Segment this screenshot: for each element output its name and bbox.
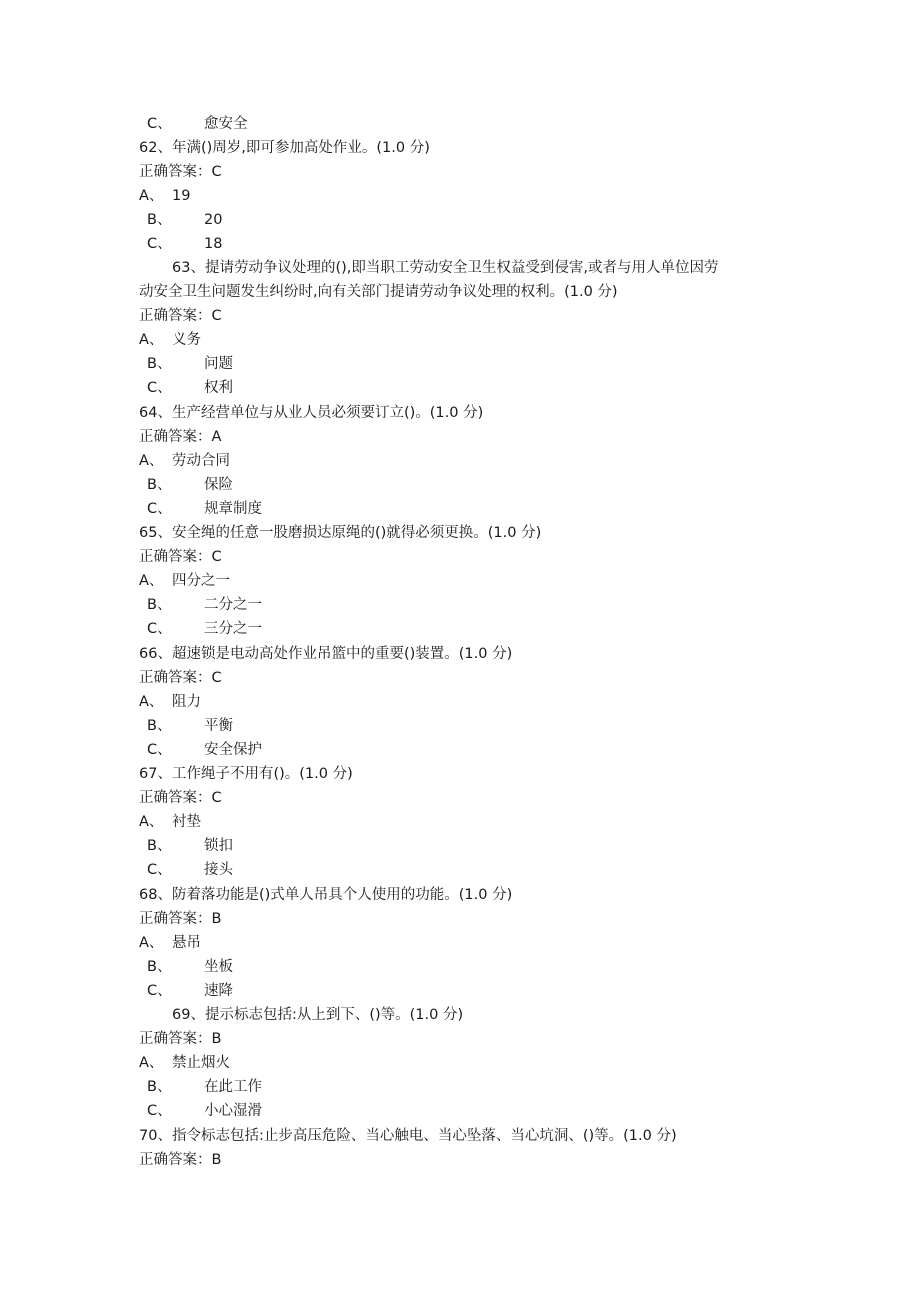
option-text: 衬垫 — [172, 814, 201, 830]
option-text: 18 — [204, 236, 223, 252]
option-label: A、 — [139, 814, 164, 830]
option-label: B、 — [147, 838, 172, 854]
question-67: 67、工作绳子不用有()。(1.0 分) — [139, 766, 353, 782]
option-label: C、 — [147, 380, 172, 396]
answer-67: 正确答案：C — [139, 790, 222, 806]
question-70: 70、指令标志包括:止步高压危险、当心触电、当心坠落、当心坑洞、()等。(1.0 分) — [139, 1128, 677, 1144]
option-text: 保险 — [204, 477, 233, 493]
question-63-line2: 动安全卫生问题发生纠纷时,向有关部门提请劳动争议处理的权利。(1.0 分) — [139, 284, 618, 300]
answer-63: 正确答案：C — [139, 308, 222, 324]
option-label: C、 — [147, 236, 172, 252]
option-text: 二分之一 — [204, 597, 262, 613]
option-text: 安全保护 — [204, 742, 262, 758]
question-63-line1: 63、提请劳动争议处理的(),即当职工劳动安全卫生权益受到侵害,或者与用人单位因劳 — [172, 260, 719, 276]
answer-66: 正确答案：C — [139, 670, 222, 686]
option-text: 小心湿滑 — [204, 1103, 262, 1119]
option-label: B、 — [147, 718, 172, 734]
option-text: 愈安全 — [204, 116, 248, 132]
question-69: 69、提示标志包括:从上到下、()等。(1.0 分) — [172, 1007, 464, 1023]
option-text: 速降 — [204, 983, 233, 999]
answer-64: 正确答案：A — [139, 429, 222, 445]
option-label: B、 — [147, 212, 172, 228]
option-text: 19 — [172, 188, 191, 204]
option-label: A、 — [139, 935, 164, 951]
option-label: C、 — [147, 116, 172, 132]
option-label: B、 — [147, 477, 172, 493]
option-text: 阻力 — [172, 694, 201, 710]
option-label: C、 — [147, 983, 172, 999]
option-label: B、 — [147, 959, 172, 975]
option-label: A、 — [139, 573, 164, 589]
question-62: 62、年满()周岁,即可参加高处作业。(1.0 分) — [139, 140, 430, 156]
option-label: A、 — [139, 453, 164, 469]
option-label: B、 — [147, 597, 172, 613]
option-label: C、 — [147, 501, 172, 517]
option-text: 平衡 — [204, 718, 233, 734]
answer-62: 正确答案：C — [139, 164, 222, 180]
option-label: A、 — [139, 332, 164, 348]
option-text: 禁止烟火 — [172, 1055, 230, 1071]
option-label: A、 — [139, 694, 164, 710]
answer-69: 正确答案：B — [139, 1031, 222, 1047]
option-label: A、 — [139, 1055, 164, 1071]
answer-70: 正确答案：B — [139, 1152, 222, 1168]
option-text: 问题 — [204, 356, 233, 372]
option-text: 接头 — [204, 862, 233, 878]
question-66: 66、超速锁是电动高处作业吊篮中的重要()装置。(1.0 分) — [139, 646, 513, 662]
option-label: C、 — [147, 1103, 172, 1119]
option-text: 劳动合同 — [172, 453, 230, 469]
option-text: 四分之一 — [172, 573, 230, 589]
option-text: 锁扣 — [204, 838, 233, 854]
option-text: 义务 — [172, 332, 201, 348]
option-text: 坐板 — [204, 959, 233, 975]
option-label: C、 — [147, 621, 172, 637]
option-label: C、 — [147, 742, 172, 758]
answer-68: 正确答案：B — [139, 911, 222, 927]
option-text: 三分之一 — [204, 621, 262, 637]
question-65: 65、安全绳的任意一股磨损达原绳的()就得必须更换。(1.0 分) — [139, 525, 542, 541]
option-text: 悬吊 — [172, 935, 201, 951]
option-label: A、 — [139, 188, 164, 204]
option-text: 权利 — [204, 380, 233, 396]
option-label: B、 — [147, 1079, 172, 1095]
option-text: 规章制度 — [204, 501, 262, 517]
question-68: 68、防着落功能是()式单人吊具个人使用的功能。(1.0 分) — [139, 887, 513, 903]
option-text: 在此工作 — [204, 1079, 262, 1095]
answer-65: 正确答案：C — [139, 549, 222, 565]
question-64: 64、生产经营单位与从业人员必须要订立()。(1.0 分) — [139, 405, 484, 421]
option-label: C、 — [147, 862, 172, 878]
option-label: B、 — [147, 356, 172, 372]
option-text: 20 — [204, 212, 223, 228]
